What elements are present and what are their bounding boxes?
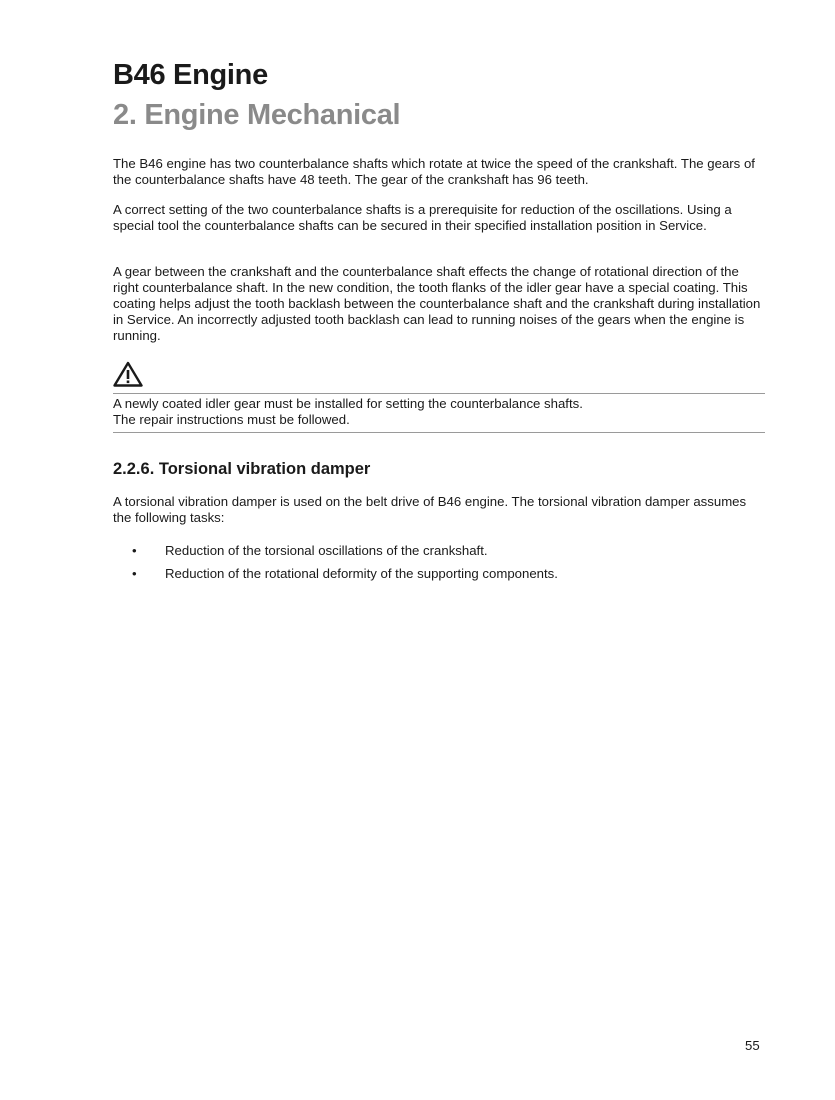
chapter-title: 2. Engine Mechanical <box>113 99 401 131</box>
note-line-2: The repair instructions must be followed. <box>113 412 350 427</box>
note-box <box>113 396 765 428</box>
document-title: B46 Engine <box>113 59 268 91</box>
note-line-1: A newly coated idler gear must be installed for setting the counterbalance shafts. <box>113 396 583 411</box>
section-heading: 2.2.6. Torsional vibration damper <box>113 460 371 478</box>
paragraph-correct-setting: A correct setting of the two counterbalance shafts is a prerequisite for reduction of the oscillations. Using a special tool the counterbalance shafts can be secured in their specified installation position in Service. <box>113 202 732 233</box>
note-bottom-divider <box>113 432 765 433</box>
bullet-icon: • <box>132 543 137 558</box>
paragraph-counterbalance-shafts: The B46 engine has two counterbalance shafts which rotate at twice the speed of the crankshaft. The gears of the counterbalance shafts have 48 teeth. The gear of the crankshaft has 96 teeth. <box>113 156 755 187</box>
section-intro-paragraph: A torsional vibration damper is used on the belt drive of B46 engine. The torsional vibration damper assumes the following tasks: <box>113 494 747 525</box>
list-item <box>113 543 765 566</box>
list-item-text: Reduction of the rotational deformity of the supporting components. <box>165 566 558 581</box>
page-number: 55 <box>745 1038 760 1053</box>
paragraph-idler-gear: A gear between the crankshaft and the counterbalance shaft effects the change of rotational direction of the right counterbalance shaft. In the new condition, the tooth flanks of the idler gear have a special coating. This coating helps adjust the tooth backlash between the counterbalance shaft and the crankshaft during installation in Service. An incorrectly adjusted tooth backlash can lead to running noises of the gears when the engine is running. <box>113 264 761 343</box>
warning-triangle-icon <box>113 361 143 387</box>
bullet-icon: • <box>132 566 137 581</box>
task-bullet-list <box>113 543 765 589</box>
note-top-divider <box>113 393 765 394</box>
list-item-text: Reduction of the torsional oscillations of the crankshaft. <box>165 543 488 558</box>
list-item <box>113 566 765 589</box>
